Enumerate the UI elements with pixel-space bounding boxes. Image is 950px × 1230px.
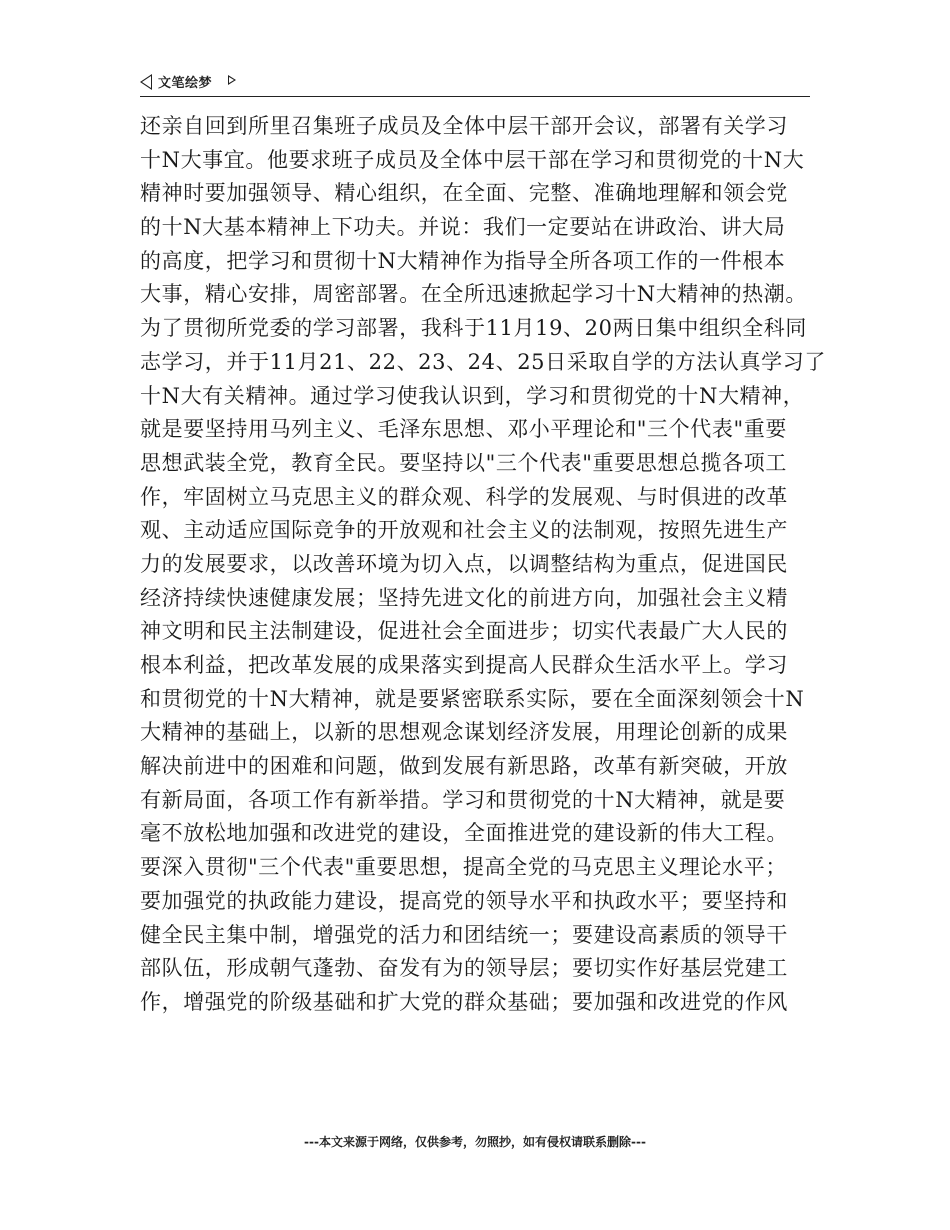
text-line: 和贯彻党的十N大精神，就是要紧密联系实际，要在全面深刻领会十N [140,686,805,711]
text-line: 神文明和民主法制建设，促进社会全面进步；切实代表最广大人民的 [140,619,788,644]
text-line: 的十N大基本精神上下功夫。并说：我们一定要站在讲政治、讲大局 [140,215,786,240]
text-line: 要深入贯彻"三个代表"重要思想，提高全党的马克思主义理论水平； [140,855,787,880]
text-line: 力的发展要求，以改善环境为切入点，以调整结构为重点，促进国民 [140,551,788,576]
text-line: 作，增强党的阶级基础和扩大党的群众基础；要加强和改进党的作风 [140,989,788,1014]
text-line: 作，牢固树立马克思主义的群众观、科学的发展观、与时俱进的改革 [140,484,788,509]
text-line: 精神时要加强领导、精心组织，在全面、完整、准确地理解和领会党 [140,181,788,206]
text-line: 还亲自回到所里召集班子成员及全体中层干部开会议，部署有关学习 [140,114,788,138]
source-disclaimer: ---本文来源于网络，仅供参考，勿照抄，如有侵权请联系删除--- [304,1135,646,1149]
text-line: 大事，精心安排，周密部署。在全所迅速掀起学习十N大精神的热潮。 [140,282,807,307]
triangle-left-icon [140,74,152,90]
text-line: 十N大有关精神。通过学习使我认识到，学习和贯彻党的十N大精神， [140,383,805,408]
text-line: 志学习，并于11月21、22、23、24、25日采取自学的方法认真学习了 [140,349,826,374]
text-line: 有新局面，各项工作有新举措。学习和贯彻党的十N大精神，就是要 [140,787,786,812]
text-line: 部队伍，形成朝气蓬勃、奋发有为的领导层；要切实作好基层党建工 [140,956,788,981]
text-line: 要加强党的执政能力建设，提高党的领导水平和执政水平；要坚持和 [140,888,788,913]
text-line: 的高度，把学习和贯彻十N大精神作为指导全所各项工作的一件根本 [140,248,786,273]
text-line: 经济持续快速健康发展；坚持先进文化的前进方向，加强社会主义精 [140,585,788,610]
header-brand: 文笔绘梦 [158,76,213,91]
document-body [140,110,826,1020]
text-line: 毫不放松地加强和改进党的建设，全面推进党的建设新的伟大工程。 [140,821,788,846]
text-line: 解决前进中的困难和问题，做到发展有新思路，改革有新突破，开放 [140,754,788,779]
text-line: 为了贯彻所党委的学习部署，我科于11月19、20两日集中组织全科同 [140,316,807,341]
page-header [140,70,810,97]
text-line: 思想武装全党，教育全民。要坚持以"三个代表"重要思想总揽各项工 [140,450,787,475]
text-line: 就是要坚持用马列主义、毛泽东思想、邓小平理论和"三个代表"重要 [140,417,787,442]
text-line: 观、主动适应国际竞争的开放观和社会主义的法制观，按照先进生产 [140,518,788,543]
text-line: 十N大事宜。他要求班子成员及全体中层干部在学习和贯彻党的十N大 [140,147,805,172]
text-line: 大精神的基础上，以新的思想观念谋划经济发展，用理论创新的成果 [140,720,788,745]
text-line: 健全民主集中制，增强党的活力和团结统一；要建设高素质的领导干 [140,922,788,947]
triangle-right-icon [228,75,236,85]
text-line: 根本利益，把改革发展的成果落实到提高人民群众生活水平上。学习 [140,653,788,677]
